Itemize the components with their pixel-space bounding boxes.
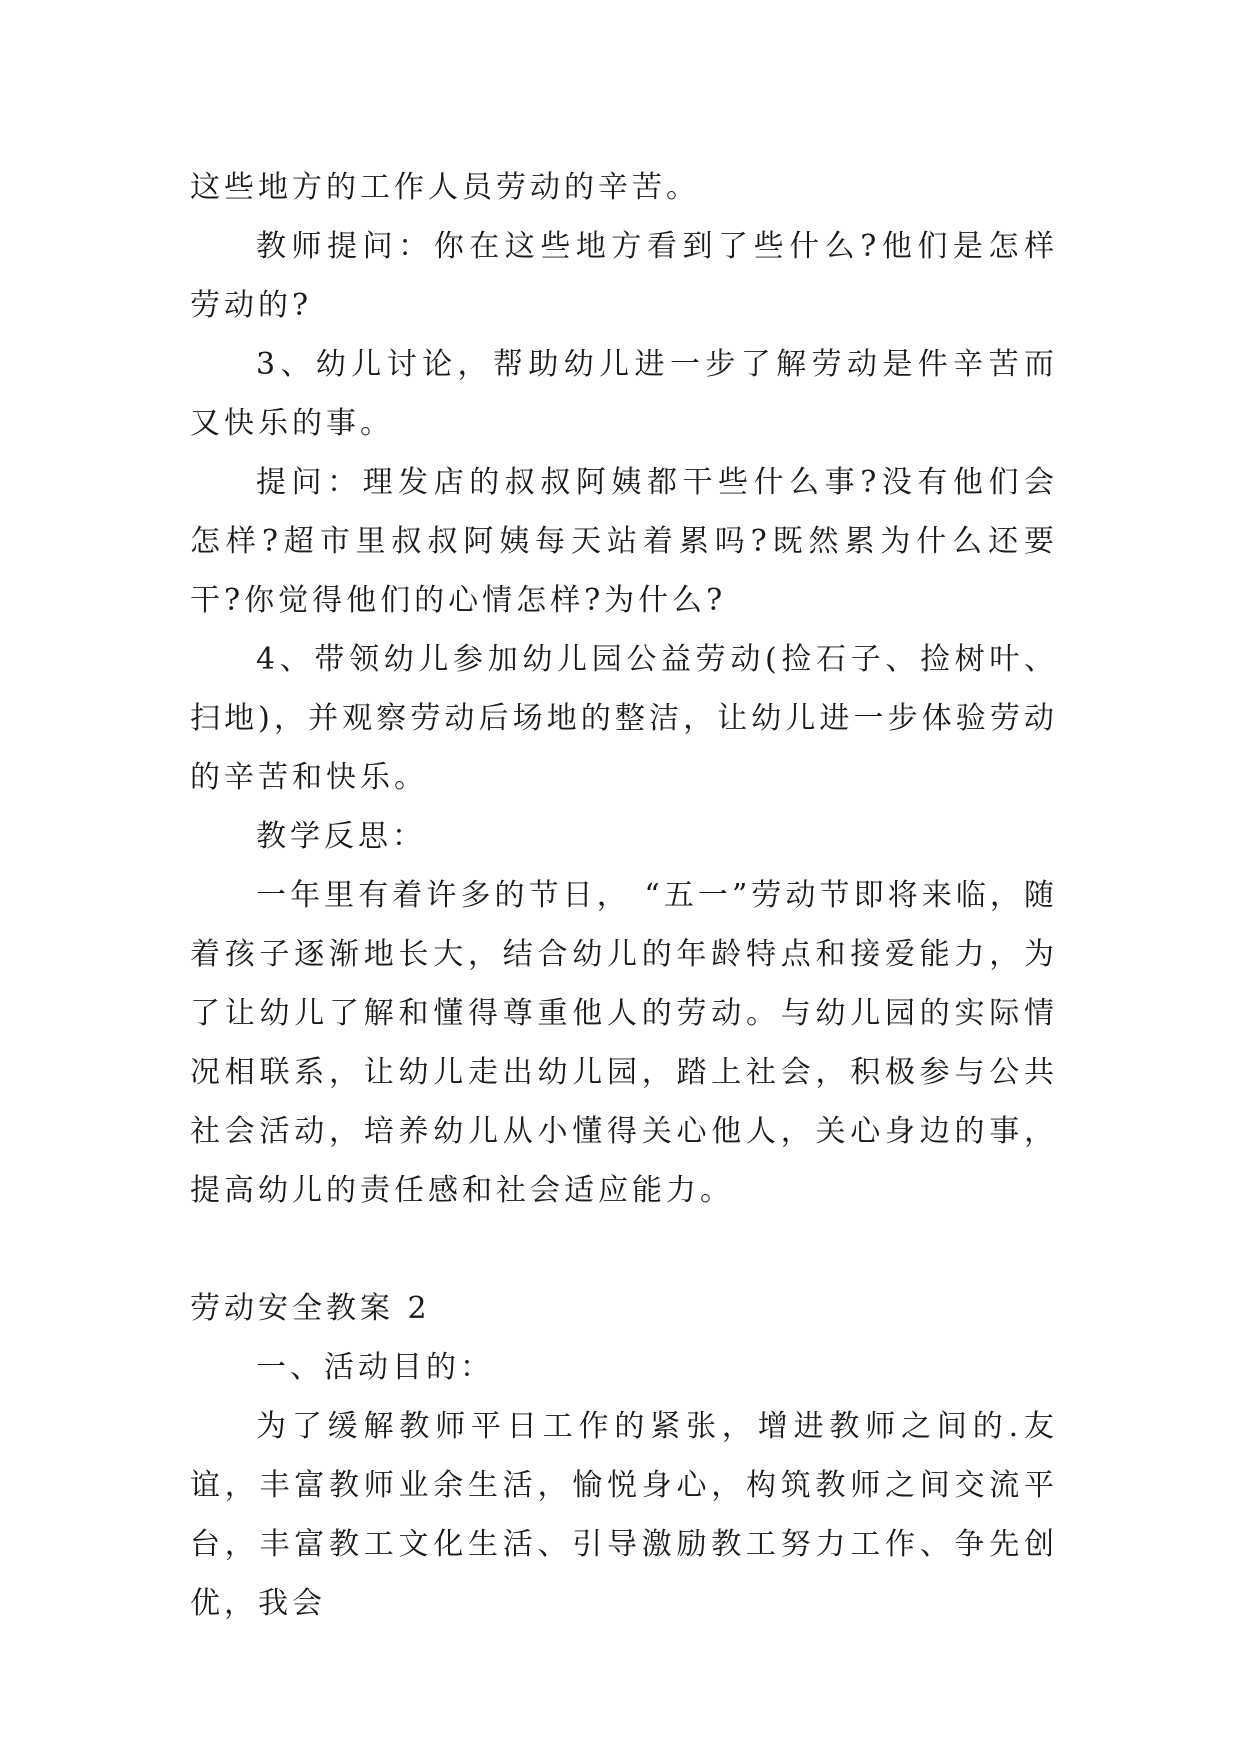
paragraph: 教学反思： xyxy=(256,819,426,854)
paragraph: 3、幼儿讨论，帮助幼儿进一步了解劳动是件辛苦而又快乐的事。 xyxy=(190,347,1058,441)
section-spacer xyxy=(190,1220,1058,1279)
paragraph: 4、带领幼儿参加幼儿园公益劳动(捡石子、捡树叶、扫地)，并观察劳动后场地的整洁，让幼儿进一步体验劳动的辛苦和快乐。 xyxy=(190,642,1058,795)
paragraph: 一年里有着许多的节日， “五一”劳动节即将来临，随着孩子逐渐地长大，结合幼儿的年龄特点和接爱能力，为了让幼儿了解和懂得尊重他人的劳动。与幼儿园的实际情况相联系，让幼儿走出幼儿园，踏上社会，积极参与公共社会活动，培养幼儿从小懂得关心他人，关心身边的事，提高幼儿的责任感和社会适应能力。 xyxy=(190,878,1058,1208)
paragraph: 这些地方的工作人员劳动的辛苦。 xyxy=(190,170,700,205)
paragraph: 为了缓解教师平日工作的紧张，增进教师之间的.友谊，丰富教师业余生活，愉悦身心，构筑教师之间交流平台，丰富教工文化生活、引导激励教工努力工作、争先创优，我会 xyxy=(190,1409,1058,1621)
paragraph: 教师提问：你在这些地方看到了些什么?他们是怎样劳动的? xyxy=(190,229,1058,323)
paragraph: 一、活动目的： xyxy=(256,1350,494,1385)
section-title: 劳动安全教案 2 xyxy=(190,1291,431,1326)
paragraph: 提问：理发店的叔叔阿姨都干些什么事?没有他们会怎样?超市里叔叔阿姨每天站着累吗?既然累为什么还要干?你觉得他们的心情怎样?为什么? xyxy=(190,465,1058,618)
document-body xyxy=(190,158,1058,1633)
